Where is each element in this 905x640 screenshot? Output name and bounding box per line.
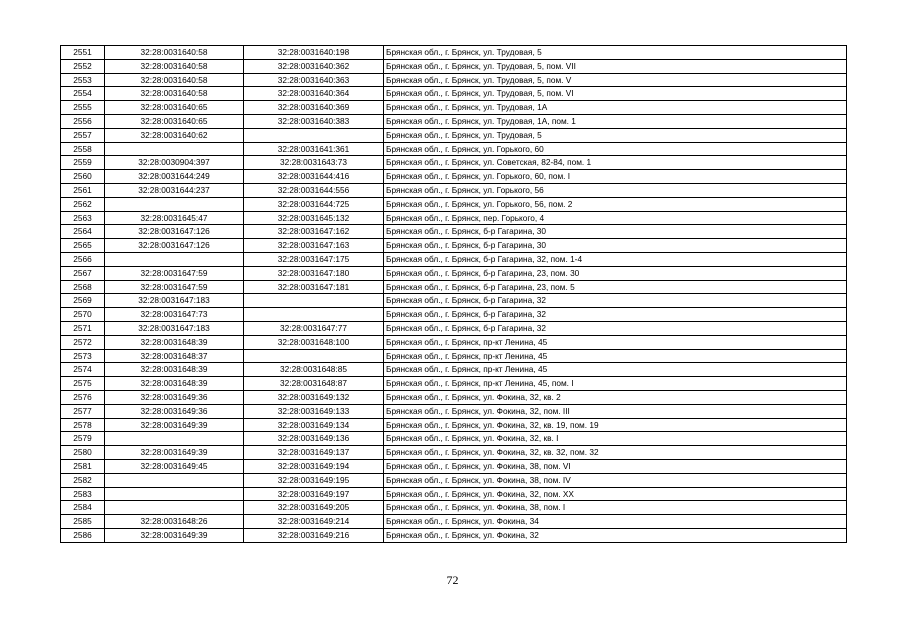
table-row [61, 390, 847, 404]
table-row [61, 87, 847, 101]
building-cadastral-cell: 32:28:0031647:77 [244, 321, 384, 335]
building-cadastral-cell: 32:28:0031647:181 [244, 280, 384, 294]
address-cell: Брянская обл., г. Брянск, б-р Гагарина, 32 [384, 321, 847, 335]
building-cadastral-cell [244, 349, 384, 363]
land-plot-cadastral-cell: 32:28:0031644:249 [105, 170, 244, 184]
table-row [61, 335, 847, 349]
row-number-cell: 2577 [61, 404, 105, 418]
building-cadastral-cell: 32:28:0031649:216 [244, 528, 384, 542]
table-row [61, 446, 847, 460]
row-number-cell: 2561 [61, 183, 105, 197]
land-plot-cadastral-cell: 32:28:0031647:59 [105, 266, 244, 280]
table-row [61, 170, 847, 184]
row-number-cell: 2563 [61, 211, 105, 225]
table-row [61, 114, 847, 128]
address-cell: Брянская обл., г. Брянск, ул. Фокина, 32, кв. 32, пом. 32 [384, 446, 847, 460]
table-row [61, 377, 847, 391]
building-cadastral-cell: 32:28:0031640:362 [244, 59, 384, 73]
address-cell: Брянская обл., г. Брянск, ул. Трудовая, 5, пом. VII [384, 59, 847, 73]
land-plot-cadastral-cell: 32:28:0031640:58 [105, 87, 244, 101]
address-cell: Брянская обл., г. Брянск, ул. Фокина, 32, кв. 19, пом. 19 [384, 418, 847, 432]
table-row [61, 183, 847, 197]
table-row [61, 418, 847, 432]
row-number-cell: 2551 [61, 46, 105, 60]
table-row [61, 473, 847, 487]
land-plot-cadastral-cell: 32:28:0031644:237 [105, 183, 244, 197]
address-cell: Брянская обл., г. Брянск, ул. Трудовая, 5 [384, 46, 847, 60]
table-row [61, 59, 847, 73]
address-cell: Брянская обл., г. Брянск, ул. Фокина, 32, пом. III [384, 404, 847, 418]
land-plot-cadastral-cell [105, 197, 244, 211]
row-number-cell: 2567 [61, 266, 105, 280]
table-row [61, 266, 847, 280]
address-cell: Брянская обл., г. Брянск, ул. Горького, 60, пом. I [384, 170, 847, 184]
row-number-cell: 2581 [61, 459, 105, 473]
land-plot-cadastral-cell: 32:28:0031648:37 [105, 349, 244, 363]
table-row [61, 197, 847, 211]
land-plot-cadastral-cell: 32:28:0031648:39 [105, 363, 244, 377]
row-number-cell: 2566 [61, 252, 105, 266]
building-cadastral-cell: 32:28:0031649:195 [244, 473, 384, 487]
address-cell: Брянская обл., г. Брянск, ул. Трудовая, 5, пом. VI [384, 87, 847, 101]
building-cadastral-cell: 32:28:0031640:198 [244, 46, 384, 60]
land-plot-cadastral-cell: 32:28:0031649:39 [105, 418, 244, 432]
address-cell: Брянская обл., г. Брянск, ул. Горького, 56 [384, 183, 847, 197]
row-number-cell: 2584 [61, 501, 105, 515]
row-number-cell: 2554 [61, 87, 105, 101]
building-cadastral-cell [244, 308, 384, 322]
table-row [61, 211, 847, 225]
row-number-cell: 2580 [61, 446, 105, 460]
table-row [61, 515, 847, 529]
building-cadastral-cell: 32:28:0031649:197 [244, 487, 384, 501]
table-row [61, 459, 847, 473]
land-plot-cadastral-cell: 32:28:0031649:39 [105, 446, 244, 460]
address-cell: Брянская обл., г. Брянск, ул. Горького, 60 [384, 142, 847, 156]
row-number-cell: 2573 [61, 349, 105, 363]
building-cadastral-cell: 32:28:0031647:163 [244, 239, 384, 253]
building-cadastral-cell: 32:28:0031648:100 [244, 335, 384, 349]
land-plot-cadastral-cell: 32:28:0030904:397 [105, 156, 244, 170]
table-row [61, 349, 847, 363]
land-plot-cadastral-cell: 32:28:0031649:39 [105, 528, 244, 542]
row-number-cell: 2556 [61, 114, 105, 128]
table-row [61, 501, 847, 515]
land-plot-cadastral-cell: 32:28:0031649:36 [105, 404, 244, 418]
address-cell: Брянская обл., г. Брянск, б-р Гагарина, 30 [384, 239, 847, 253]
address-cell: Брянская обл., г. Брянск, ул. Трудовая, 5 [384, 128, 847, 142]
address-cell: Брянская обл., г. Брянск, б-р Гагарина, 23, пом. 30 [384, 266, 847, 280]
table-row [61, 73, 847, 87]
address-cell: Брянская обл., г. Брянск, ул. Фокина, 38, пом. IV [384, 473, 847, 487]
table-row [61, 101, 847, 115]
table-body [61, 46, 847, 543]
table-row [61, 239, 847, 253]
building-cadastral-cell: 32:28:0031640:383 [244, 114, 384, 128]
table-row [61, 363, 847, 377]
row-number-cell: 2560 [61, 170, 105, 184]
building-cadastral-cell: 32:28:0031640:369 [244, 101, 384, 115]
building-cadastral-cell: 32:28:0031647:180 [244, 266, 384, 280]
address-cell: Брянская обл., г. Брянск, ул. Трудовая, 1А [384, 101, 847, 115]
row-number-cell: 2559 [61, 156, 105, 170]
address-cell: Брянская обл., г. Брянск, пер. Горького, 4 [384, 211, 847, 225]
building-cadastral-cell: 32:28:0031649:137 [244, 446, 384, 460]
land-plot-cadastral-cell: 32:28:0031640:65 [105, 101, 244, 115]
address-cell: Брянская обл., г. Брянск, ул. Фокина, 34 [384, 515, 847, 529]
land-plot-cadastral-cell: 32:28:0031648:39 [105, 377, 244, 391]
land-plot-cadastral-cell: 32:28:0031647:183 [105, 321, 244, 335]
building-cadastral-cell: 32:28:0031649:133 [244, 404, 384, 418]
building-cadastral-cell: 32:28:0031644:556 [244, 183, 384, 197]
building-cadastral-cell: 32:28:0031641:361 [244, 142, 384, 156]
row-number-cell: 2576 [61, 390, 105, 404]
land-plot-cadastral-cell [105, 432, 244, 446]
address-cell: Брянская обл., г. Брянск, ул. Фокина, 32 [384, 528, 847, 542]
building-cadastral-cell: 32:28:0031649:214 [244, 515, 384, 529]
address-cell: Брянская обл., г. Брянск, б-р Гагарина, 30 [384, 225, 847, 239]
row-number-cell: 2578 [61, 418, 105, 432]
building-cadastral-cell: 32:28:0031647:175 [244, 252, 384, 266]
address-cell: Брянская обл., г. Брянск, пр-кт Ленина, 45, пом. I [384, 377, 847, 391]
row-number-cell: 2564 [61, 225, 105, 239]
row-number-cell: 2579 [61, 432, 105, 446]
address-cell: Брянская обл., г. Брянск, ул. Фокина, 38, пом. VI [384, 459, 847, 473]
row-number-cell: 2574 [61, 363, 105, 377]
row-number-cell: 2562 [61, 197, 105, 211]
address-cell: Брянская обл., г. Брянск, ул. Советская, 82-84, пом. 1 [384, 156, 847, 170]
land-plot-cadastral-cell: 32:28:0031649:45 [105, 459, 244, 473]
building-cadastral-cell: 32:28:0031649:132 [244, 390, 384, 404]
land-plot-cadastral-cell: 32:28:0031647:59 [105, 280, 244, 294]
page-number: 72 [446, 573, 459, 587]
address-cell: Брянская обл., г. Брянск, ул. Фокина, 32, кв. 2 [384, 390, 847, 404]
row-number-cell: 2553 [61, 73, 105, 87]
table-row [61, 308, 847, 322]
building-cadastral-cell: 32:28:0031649:136 [244, 432, 384, 446]
address-cell: Брянская обл., г. Брянск, б-р Гагарина, 32 [384, 308, 847, 322]
building-cadastral-cell: 32:28:0031647:162 [244, 225, 384, 239]
table-row [61, 432, 847, 446]
land-plot-cadastral-cell: 32:28:0031640:58 [105, 46, 244, 60]
address-cell: Брянская обл., г. Брянск, ул. Фокина, 32, кв. I [384, 432, 847, 446]
address-cell: Брянская обл., г. Брянск, б-р Гагарина, 23, пом. 5 [384, 280, 847, 294]
address-cell: Брянская обл., г. Брянск, ул. Трудовая, 1А, пом. 1 [384, 114, 847, 128]
row-number-cell: 2568 [61, 280, 105, 294]
land-plot-cadastral-cell: 32:28:0031647:183 [105, 294, 244, 308]
land-plot-cadastral-cell: 32:28:0031640:62 [105, 128, 244, 142]
building-cadastral-cell: 32:28:0031643:73 [244, 156, 384, 170]
land-plot-cadastral-cell: 32:28:0031640:65 [105, 114, 244, 128]
table-row [61, 404, 847, 418]
table-row [61, 528, 847, 542]
address-cell: Брянская обл., г. Брянск, ул. Горького, 56, пом. 2 [384, 197, 847, 211]
building-cadastral-cell: 32:28:0031649:205 [244, 501, 384, 515]
land-plot-cadastral-cell [105, 142, 244, 156]
address-cell: Брянская обл., г. Брянск, ул. Фокина, 32, пом. XX [384, 487, 847, 501]
address-cell: Брянская обл., г. Брянск, пр-кт Ленина, 45 [384, 349, 847, 363]
building-cadastral-cell: 32:28:0031640:364 [244, 87, 384, 101]
address-cell: Брянская обл., г. Брянск, пр-кт Ленина, 45 [384, 363, 847, 377]
cadastral-table [60, 45, 847, 543]
row-number-cell: 2570 [61, 308, 105, 322]
land-plot-cadastral-cell: 32:28:0031640:58 [105, 59, 244, 73]
row-number-cell: 2552 [61, 59, 105, 73]
building-cadastral-cell [244, 128, 384, 142]
table-row [61, 280, 847, 294]
address-cell: Брянская обл., г. Брянск, б-р Гагарина, 32, пом. 1-4 [384, 252, 847, 266]
land-plot-cadastral-cell: 32:28:0031649:36 [105, 390, 244, 404]
row-number-cell: 2575 [61, 377, 105, 391]
address-cell: Брянская обл., г. Брянск, б-р Гагарина, 32 [384, 294, 847, 308]
land-plot-cadastral-cell: 32:28:0031640:58 [105, 73, 244, 87]
building-cadastral-cell: 32:28:0031640:363 [244, 73, 384, 87]
table-row [61, 156, 847, 170]
row-number-cell: 2582 [61, 473, 105, 487]
land-plot-cadastral-cell: 32:28:0031648:39 [105, 335, 244, 349]
land-plot-cadastral-cell: 32:28:0031647:73 [105, 308, 244, 322]
building-cadastral-cell: 32:28:0031645:132 [244, 211, 384, 225]
land-plot-cadastral-cell [105, 487, 244, 501]
address-cell: Брянская обл., г. Брянск, ул. Фокина, 38, пом. I [384, 501, 847, 515]
building-cadastral-cell: 32:28:0031644:416 [244, 170, 384, 184]
building-cadastral-cell: 32:28:0031648:85 [244, 363, 384, 377]
row-number-cell: 2558 [61, 142, 105, 156]
row-number-cell: 2555 [61, 101, 105, 115]
building-cadastral-cell [244, 294, 384, 308]
table-row [61, 225, 847, 239]
row-number-cell: 2571 [61, 321, 105, 335]
land-plot-cadastral-cell [105, 252, 244, 266]
building-cadastral-cell: 32:28:0031649:194 [244, 459, 384, 473]
building-cadastral-cell: 32:28:0031644:725 [244, 197, 384, 211]
row-number-cell: 2557 [61, 128, 105, 142]
land-plot-cadastral-cell [105, 501, 244, 515]
table-row [61, 252, 847, 266]
table-row [61, 142, 847, 156]
row-number-cell: 2565 [61, 239, 105, 253]
land-plot-cadastral-cell: 32:28:0031645:47 [105, 211, 244, 225]
land-plot-cadastral-cell: 32:28:0031648:26 [105, 515, 244, 529]
land-plot-cadastral-cell: 32:28:0031647:126 [105, 239, 244, 253]
land-plot-cadastral-cell [105, 473, 244, 487]
table-row [61, 46, 847, 60]
row-number-cell: 2586 [61, 528, 105, 542]
table-row [61, 487, 847, 501]
row-number-cell: 2583 [61, 487, 105, 501]
building-cadastral-cell: 32:28:0031649:134 [244, 418, 384, 432]
row-number-cell: 2585 [61, 515, 105, 529]
table-row [61, 294, 847, 308]
row-number-cell: 2572 [61, 335, 105, 349]
land-plot-cadastral-cell: 32:28:0031647:126 [105, 225, 244, 239]
building-cadastral-cell: 32:28:0031648:87 [244, 377, 384, 391]
table-row [61, 321, 847, 335]
address-cell: Брянская обл., г. Брянск, ул. Трудовая, 5, пом. V [384, 73, 847, 87]
address-cell: Брянская обл., г. Брянск, пр-кт Ленина, 45 [384, 335, 847, 349]
table-row [61, 128, 847, 142]
row-number-cell: 2569 [61, 294, 105, 308]
